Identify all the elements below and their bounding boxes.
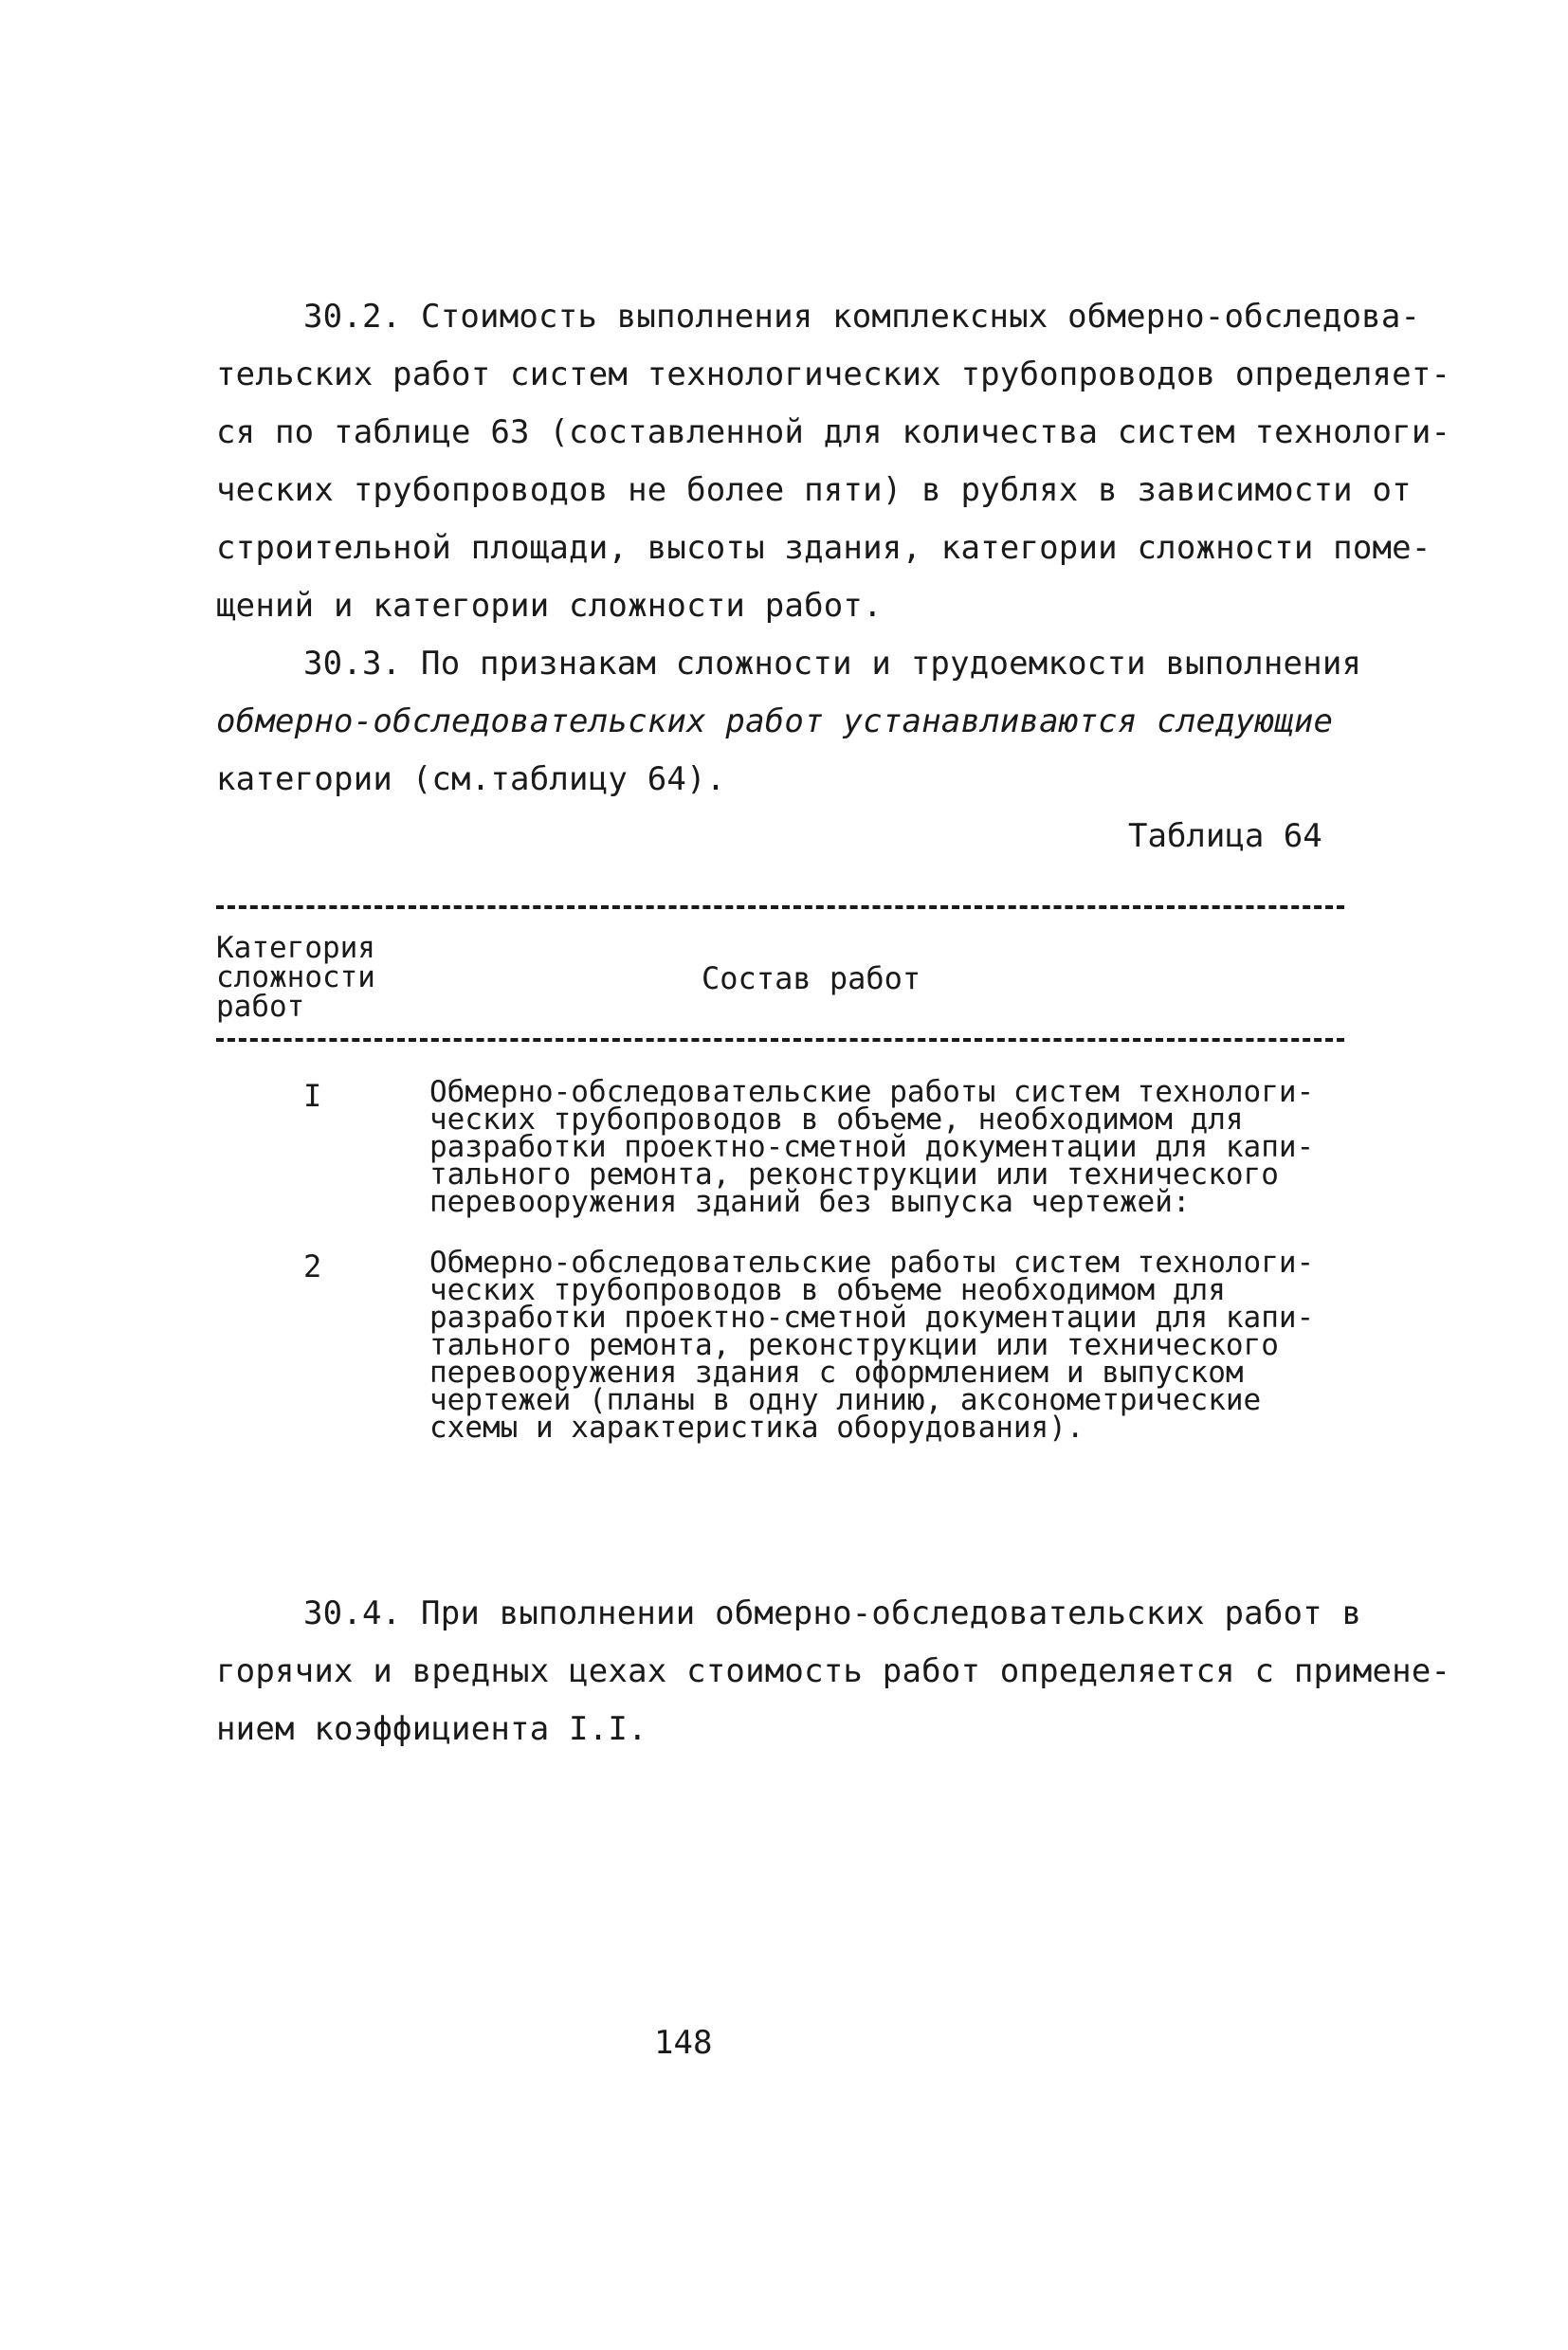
text-line: категории (см.таблицу 64). [216,760,726,798]
row-description: Обмерно-обследовательские работы систем технологи- ческих трубопроводов в объеме необходимом для разработки проектно-сметной документации для капи- тального ремонта, реконструкции или технического перевооружения здания с оформлением и выпуском чертежей (планы в одну линию, аксонометрические схемы и характеристика оборудования). [429,1246,1315,1445]
table-header-rule [216,1038,1344,1042]
text-line: тельских работ систем технологических трубопроводов определяет- [216,355,1451,393]
text-line: 30.2. Стоимость выполнения комплексных обмерно-обследова- [303,298,1421,336]
text-line: нием коэффициента I.I. [216,1710,647,1748]
row-category: I [303,1078,322,1114]
page-number: 148 [654,2024,713,2062]
text-line: ся по таблице 63 (составленной для количества систем технологи- [216,413,1451,451]
text-line: строительной площади, высоты здания, категории сложности поме- [216,529,1431,567]
table-caption: Таблица 64 [1128,817,1322,855]
text-line: ческих трубопроводов не более пяти) в рублях в зависимости от [216,471,1412,509]
text-line: обмерно-обследовательских работ устанавливаются следующие [216,702,1334,740]
table-header-category: Категория сложности работ [216,931,375,1024]
row-category: 2 [303,1248,322,1284]
text-line: 30.3. По признакам сложности и трудоемкости выполнения [303,645,1362,683]
text-line: горячих и вредных цехах стоимость работ определяется с примене- [216,1652,1451,1690]
text-line: 30.4. При выполнении обмерно-обследовательских работ в [303,1594,1362,1632]
row-description: Обмерно-обследовательские работы систем технологи- ческих трубопроводов в объеме, необходимом для разработки проектно-сметной документации для капи- тального ремонта, реконструкции или технического перевооружения зданий без выпуска чертежей: [429,1075,1315,1219]
table-top-rule [216,905,1344,909]
text-line: щений и категории сложности работ. [216,587,883,625]
table-header-composition: Состав работ [702,960,921,996]
